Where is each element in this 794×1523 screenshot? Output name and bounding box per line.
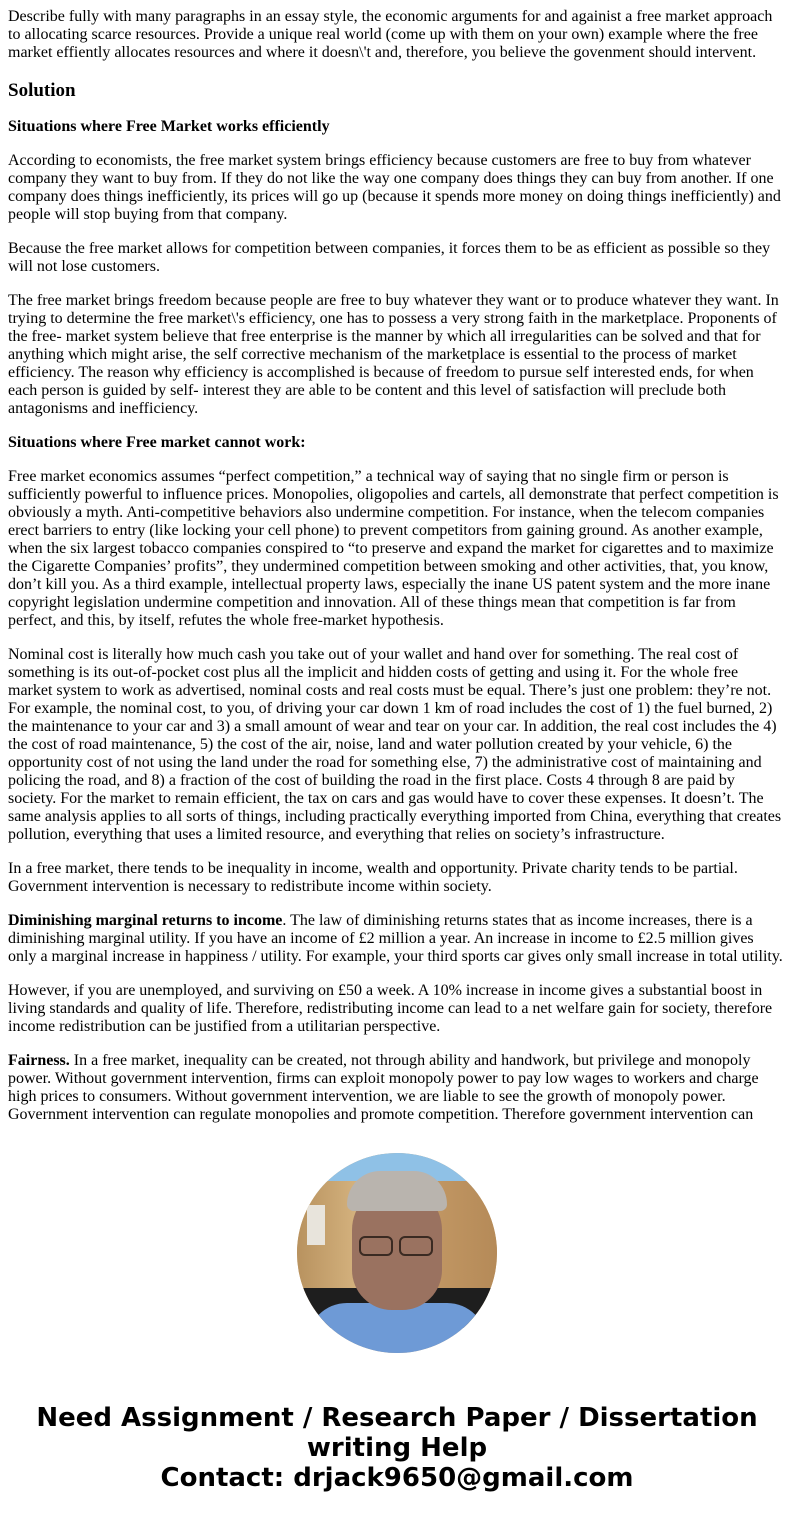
contact-email: Contact: drjack9650@gmail.com <box>160 1463 634 1493</box>
banner-line-2: writing Help <box>306 1433 488 1463</box>
question-text: Describe fully with many paragraphs in an essay style, the economic arguments for and againist a free market approach to allocating scarce resources. Provide a unique real world (come up with them on your own) example where the free market effiently allocates resources and where it doesn\'t and, therefore, you believe the govenment should intervent. <box>8 8 773 61</box>
fairness-text: In a free market, inequality can be created, not through ability and handwork, but privilege and monopoly power. Without government intervention, firms can exploit monopoly power to pay low wages to workers and charge high prices to consumers. Without government intervention, we are liable to see the growth of monopoly power. Government intervention can regulate monopolies and promote competition. Therefore government intervention can <box>8 1052 759 1123</box>
paragraph-diminishing-returns <box>8 912 786 966</box>
paragraph: In a free market, there tends to be inequality in income, wealth and opportunity. Private charity tends to be partial. Government intervention is necessary to redistribute income within society. <box>8 860 738 895</box>
paragraph: Free market economics assumes “perfect competition,” a technical way of saying that no single firm or person is sufficiently powerful to influence prices. Monopolies, oligopolies and cartels, all demonstrate that perfect competition is obviously a myth. Anti-competitive behaviors also undermine competition. For instance, when the telecom companies erect barriers to entry (like locking your cell phone) to prevent competitors from gaining ground. As another example, when the six largest tobacco companies conspired to “to preserve and expand the market for cigarettes and to maximize the Cigarette Companies’ profits”, they undermined competition between smoking and other activities, that, you know, don’t kill you. As a third example, intellectual property laws, especially the inane US patent system and the more inane copyright legislation undermine competition and innovation. All of these things mean that competition is far from perfect, and this, by itself, refutes the whole free-market hypothesis. <box>8 468 779 629</box>
banner-line-1: Need Assignment / Research Paper / Dissertation <box>36 1403 758 1433</box>
paragraph: However, if you are unemployed, and surviving on £50 a week. A 10% increase in income gives a substantial boost in living standards and quality of life. Therefore, redistributing income can lead to a net welfare gain for society, therefore income redistribution can be justified from a utilitarian perspective. <box>8 982 773 1035</box>
glasses-icon <box>359 1236 435 1254</box>
contact-banner <box>0 1403 794 1493</box>
section-heading-fails: Situations where Free market cannot work: <box>8 434 306 451</box>
paragraph: According to economists, the free market system brings efficiency because customers are free to buy from whatever company they want to buy from. If they do not like the way one company does things they can buy from another. If one company does things inefficiently, its prices will go up (because it spends more money on doing things inefficiently) and people will stop buying from that company. <box>8 152 781 223</box>
paragraph: Nominal cost is literally how much cash you take out of your wallet and hand over for something. The real cost of something is its out-of-pocket cost plus all the implicit and hidden costs of getting and using it. For the whole free market system to work as advertised, nominal costs and real costs must be equal. There’s just one problem: they’re not. For example, the nominal cost, to you, of driving your car down 1 km of road includes the cost of 1) the fuel burned, 2) the maintenance to your car and 3) a small amount of wear and tear on your car. In addition, the real cost includes the 4) the cost of road maintenance, 5) the cost of the air, noise, land and water pollution created by your vehicle, 6) the opportunity cost of not using the land under the road for something else, 7) the administrative cost of maintaining and policing the road, and 8) a fraction of the cost of building the road in the first place. Costs 4 through 8 are paid by society. For the market to remain efficient, the tax on cars and gas would have to cover these expenses. It doesn’t. The same analysis applies to all sorts of things, including practically everything imported from China, everything that creates pollution, everything that uses a limited resource, and everything that relies on society’s infrastructure. <box>8 646 782 843</box>
author-avatar <box>297 1153 497 1353</box>
paragraph-fairness <box>8 1052 786 1123</box>
paragraph: Because the free market allows for competition between companies, it forces them to be as efficient as possible so they will not lose customers. <box>8 240 771 275</box>
document-content <box>8 0 786 1123</box>
solution-heading: Solution <box>8 80 76 101</box>
paragraph: The free market brings freedom because people are free to buy whatever they want or to produce whatever they want. In trying to determine the free market\'s efficiency, one has to possess a very strong faith in the marketplace. Proponents of the free- market system believe that free enterprise is the manner by which all irregularities can be solved and that for anything which might arise, the self corrective mechanism of the marketplace is essential to the process of market efficiency. The reason why efficiency is accomplished is because of freedom to pursue self interested ends, for when each person is guided by self- interest they are able to be content and this level of satisfaction will preclude both antagonisms and inefficiency. <box>8 292 779 417</box>
diminishing-lead: Diminishing marginal returns to income <box>8 912 283 929</box>
fairness-lead: Fairness. <box>8 1052 70 1069</box>
section-heading-works: Situations where Free Market works efficiently <box>8 118 330 135</box>
diminishing-text: . The law of diminishing returns states that as income increases, there is a diminishing marginal utility. If you have an income of £2 million a year. An increase in income to £2.5 million gives only a marginal increase in happiness / utility. For example, your third sports car gives only small increase in total utility. <box>8 912 783 965</box>
